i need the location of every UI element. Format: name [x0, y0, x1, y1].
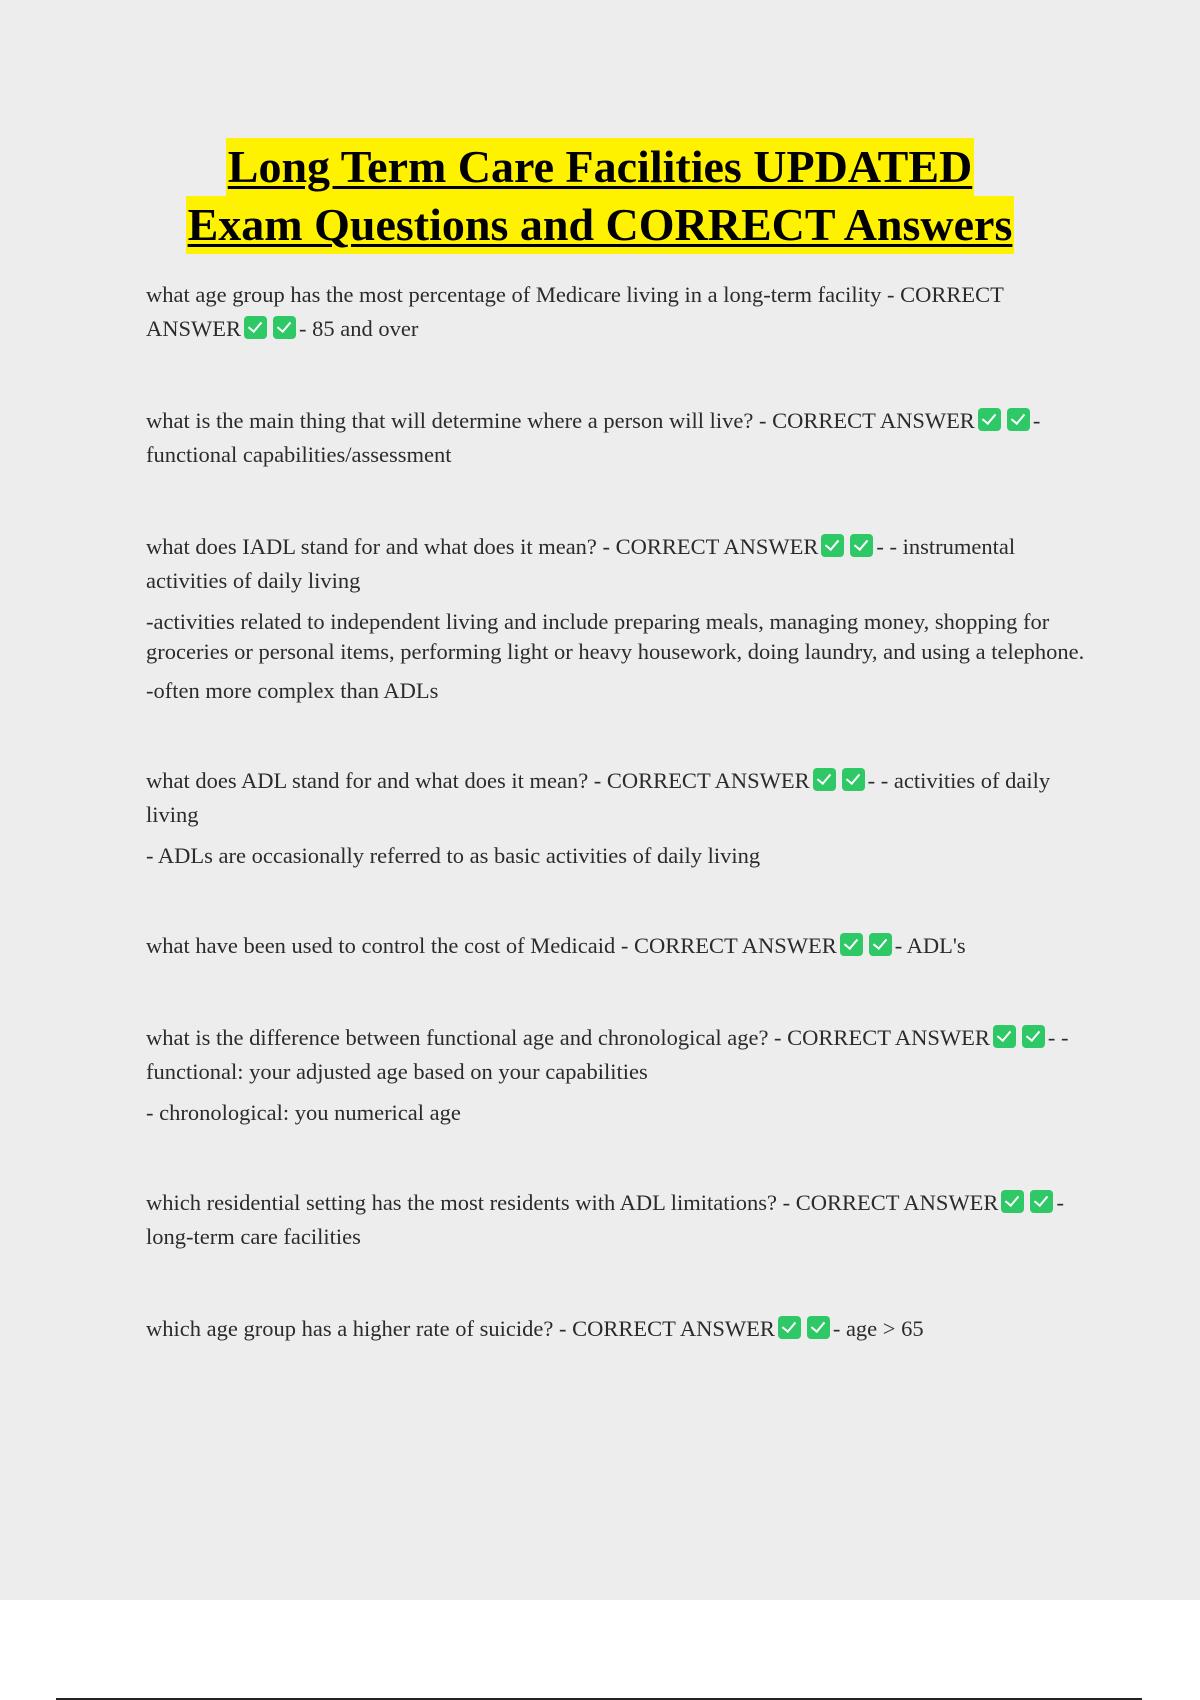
- answer-text: - functional capabilities/assessment: [146, 408, 1041, 467]
- question-text: what does ADL stand for and what does it mean? - CORRECT ANSWER: [146, 768, 810, 793]
- document-title: [0, 138, 1200, 254]
- qa-main-line: [146, 929, 1086, 963]
- qa-item: [146, 929, 1086, 963]
- check-icon: [840, 933, 863, 956]
- answer-detail: - ADLs are occasionally referred to as basic activities of daily living: [146, 843, 761, 868]
- check-icon: [821, 534, 844, 557]
- answer-detail: - chronological: you numerical age: [146, 1100, 461, 1125]
- question-text: what have been used to control the cost of Medicaid - CORRECT ANSWER: [146, 933, 837, 958]
- check-icon: [244, 316, 267, 339]
- qa-item: [146, 530, 1086, 706]
- check-icon: [1007, 408, 1030, 431]
- check-icon: [813, 768, 836, 791]
- title-line-2: Exam Questions and CORRECT Answers: [186, 196, 1015, 254]
- question-text: what is the difference between functional age and chronological age? - CORRECT ANSWER: [146, 1025, 990, 1050]
- qa-main-line: [146, 1186, 1086, 1254]
- qa-main-line: [146, 1021, 1086, 1089]
- check-icon: [978, 408, 1001, 431]
- check-icon: [850, 534, 873, 557]
- check-icon: [1030, 1190, 1053, 1213]
- qa-item: [146, 1312, 1086, 1346]
- question-text: what age group has the most percentage of Medicare living in a long-term facility - CORRECT ANSWER: [146, 282, 1004, 341]
- qa-item: [146, 278, 1086, 346]
- question-text: what does IADL stand for and what does it mean? - CORRECT ANSWER: [146, 534, 819, 559]
- qa-item: [146, 1021, 1086, 1128]
- check-icon: [778, 1316, 801, 1339]
- qa-item: [146, 404, 1086, 472]
- qa-main-line: [146, 530, 1086, 598]
- check-icon: [842, 768, 865, 791]
- answer-text: - long-term care facilities: [146, 1190, 1064, 1249]
- check-icon: [273, 316, 296, 339]
- answer-text: - - instrumental activities of daily living: [146, 534, 1016, 593]
- title-line-1: Long Term Care Facilities UPDATED: [226, 138, 974, 196]
- qa-main-line: [146, 764, 1086, 832]
- qa-item: [146, 1186, 1086, 1254]
- answer-text: - ADL's: [894, 933, 966, 958]
- qa-item: [146, 764, 1086, 871]
- question-text: what is the main thing that will determine where a person will live? - CORRECT ANSWER: [146, 408, 975, 433]
- question-text: which residential setting has the most residents with ADL limitations? - CORRECT ANSWER: [146, 1190, 999, 1215]
- qa-main-line: [146, 278, 1086, 346]
- answer-detail: -often more complex than ADLs: [146, 678, 439, 703]
- qa-main-line: [146, 1312, 1086, 1346]
- check-icon: [1001, 1190, 1024, 1213]
- qa-list: [146, 278, 1086, 1346]
- answer-detail: -activities related to independent living and include preparing meals, managing money, shopping for groceries or personal items, performing light or heavy housework, doing laundry, and using a telephone.: [146, 609, 1085, 664]
- answer-text: - - activities of daily living: [146, 768, 1051, 827]
- answer-text: - age > 65: [832, 1316, 924, 1341]
- check-icon: [1022, 1025, 1045, 1048]
- answer-text: - 85 and over: [299, 316, 419, 341]
- check-icon: [993, 1025, 1016, 1048]
- question-text: which age group has a higher rate of suicide? - CORRECT ANSWER: [146, 1316, 775, 1341]
- answer-text: - - functional: your adjusted age based on your capabilities: [146, 1025, 1069, 1084]
- check-icon: [869, 933, 892, 956]
- check-icon: [807, 1316, 830, 1339]
- qa-main-line: [146, 404, 1086, 472]
